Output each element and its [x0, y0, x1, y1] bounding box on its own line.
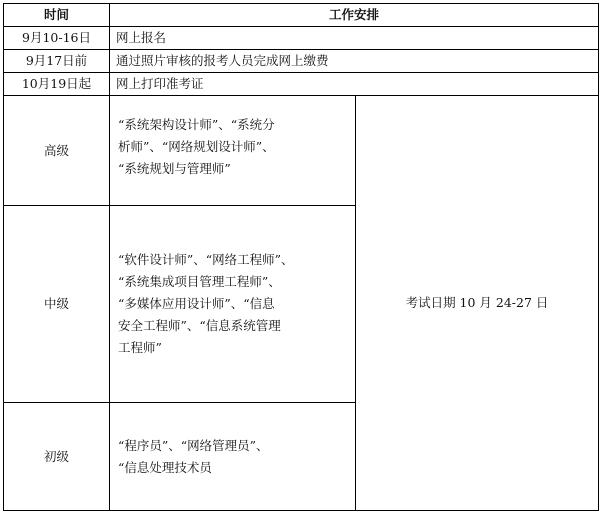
table-row — [4, 50, 599, 73]
cert-line: “多媒体应用设计师”、“信息 — [118, 296, 275, 311]
row-time: 10月19日起 — [4, 73, 110, 96]
cert-line: 析师”、“网络规划设计师”、 — [118, 139, 275, 154]
row-time: 9月10-16日 — [4, 27, 110, 50]
cert-list-junior — [110, 403, 356, 511]
table-row — [4, 73, 599, 96]
cert-list-intermediate — [110, 206, 356, 403]
header-arrangement: 工作安排 — [110, 4, 599, 27]
level-name: 高级 — [4, 96, 110, 206]
exam-date: 考试日期 10 月 24-27 日 — [356, 96, 599, 511]
exam-schedule-table — [3, 3, 599, 511]
table-header-row — [4, 4, 599, 27]
row-time: 9月17日前 — [4, 50, 110, 73]
row-task: 网上报名 — [110, 27, 599, 50]
level-name: 初级 — [4, 403, 110, 511]
cert-line: “系统架构设计师”、“系统分 — [118, 117, 275, 132]
header-time: 时间 — [4, 4, 110, 27]
cert-line: “系统集成项目管理工程师”、 — [118, 274, 281, 289]
cert-line: 安全工程师”、“信息系统管理 — [118, 318, 281, 333]
row-task: 通过照片审核的报考人员完成网上缴费 — [110, 50, 599, 73]
cert-line: “软件设计师”、“网络工程师”、 — [118, 252, 294, 267]
cert-line: 工程师” — [118, 340, 162, 355]
level-name: 中级 — [4, 206, 110, 403]
cert-line: “信息处理技术员 — [118, 459, 212, 475]
level-row-senior — [4, 96, 599, 206]
row-task: 网上打印准考证 — [110, 73, 599, 96]
cert-line: “系统规划与管理师” — [118, 161, 231, 176]
cert-line: “程序员”、“网络管理员”、 — [118, 437, 269, 453]
table-row — [4, 27, 599, 50]
cert-list-senior — [110, 96, 356, 206]
